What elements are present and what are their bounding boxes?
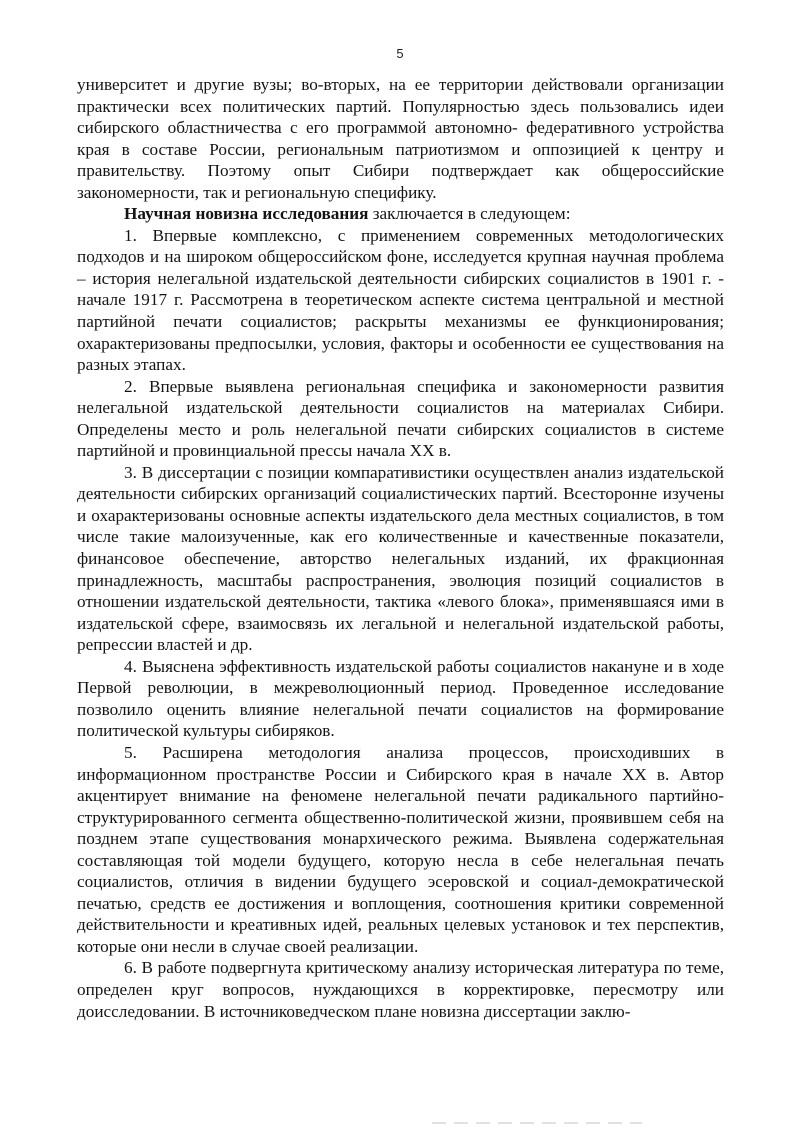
page-number: 5 xyxy=(396,46,404,61)
paragraph-item-4: 4. Выяснена эффективность издательской работы социалистов накануне и в ходе Первой революции, в межреволюционный период. Проведенное исследование позволило оценить влияние нелегальной печати социалистов на формирование политической культуры сибиряков. xyxy=(77,656,724,741)
bottom-scan-artifact xyxy=(432,1122,642,1124)
novelty-heading-rest: заключается в следующем: xyxy=(368,204,571,224)
paragraph-item-1: 1. Впервые комплексно, с применением современных методологических подходов и на широком общероссийском фоне, исследуется крупная научная проблема – история нелегальной издательской деятельности сибирских социалистов в 1901 г. - начале 1917 г. Рассмотрена в теоретическом аспекте система центральной и местной партийной печати социалистов; раскрыты механизмы ее функционирования; охарактеризованы предпосылки, условия, факторы и особенности ее существования на разных этапах. xyxy=(77,225,724,375)
document-body xyxy=(77,74,724,1022)
paragraph-item-3: 3. В диссертации с позиции компаративистики осуществлен анализ издательской деятельности сибирских организаций социалистических партий. Всесторонне изучены и охарактеризованы основные аспекты издательского дела местных социалистов, в том числе такие малоизученные, как его количественные и качественные показатели, финансовое обеспечение, авторство нелегальных изданий, их фракционная принадлежность, масштабы распространения, эволюция позиций социалистов в отношении издательской деятельности, тактика «левого блока», применявшаяся ими в издательской сфере, взаимосвязь их легальной и нелегальной издательской работы, репрессии властей и др. xyxy=(77,462,724,655)
paragraph-item-6: 6. В работе подвергнута критическому анализу историческая литература по теме, определен круг вопросов, нуждающихся в корректировке, пересмотру или доисследовании. В источниковедческом плане новизна диссертации заклю- xyxy=(77,958,724,1021)
paragraph-intro-continuation: университет и другие вузы; во-вторых, на ее территории действовали организации практически всех политических партий. Популярностью здесь пользовались идеи сибирского областничества с его программой автономно- федеративного устройства края в составе России, региональным патриотизмом и оппозицией к центру и правительству. Поэтому опыт Сибири подтверждает как общероссийские закономерности, так и региональную специфику. xyxy=(77,75,724,202)
paragraph-item-5: 5. Расширена методология анализа процессов, происходивших в информационном пространстве России и Сибирского края в начале XX в. Автор акцентирует внимание на феномене нелегальной печати радикального партийно-структурированного сегмента общественно-политической жизни, проявившем себя на позднем этапе существования монархического режима. Выявлена содержательная составляющая той модели будущего, которую несла в себе нелегальная печать социалистов, отличия в видении будущего эсеровской и социал-демократической печатью, средств ее достижения и воплощения, соотношения критики современной действительности и креативных идей, реальных целевых установок и тех перспектив, которые они несли в случае своей реализации. xyxy=(77,742,724,956)
paragraph-novelty-heading xyxy=(77,203,724,225)
novelty-heading-bold: Научная новизна исследования xyxy=(124,204,369,224)
paragraph-item-2: 2. Впервые выявлена региональная специфика и закономерности развития нелегальной издательской деятельности социалистов на материалах Сибири. Определены место и роль нелегальной печати сибирских социалистов в системе партийной и провинциальной прессы начала XX в. xyxy=(77,376,724,461)
